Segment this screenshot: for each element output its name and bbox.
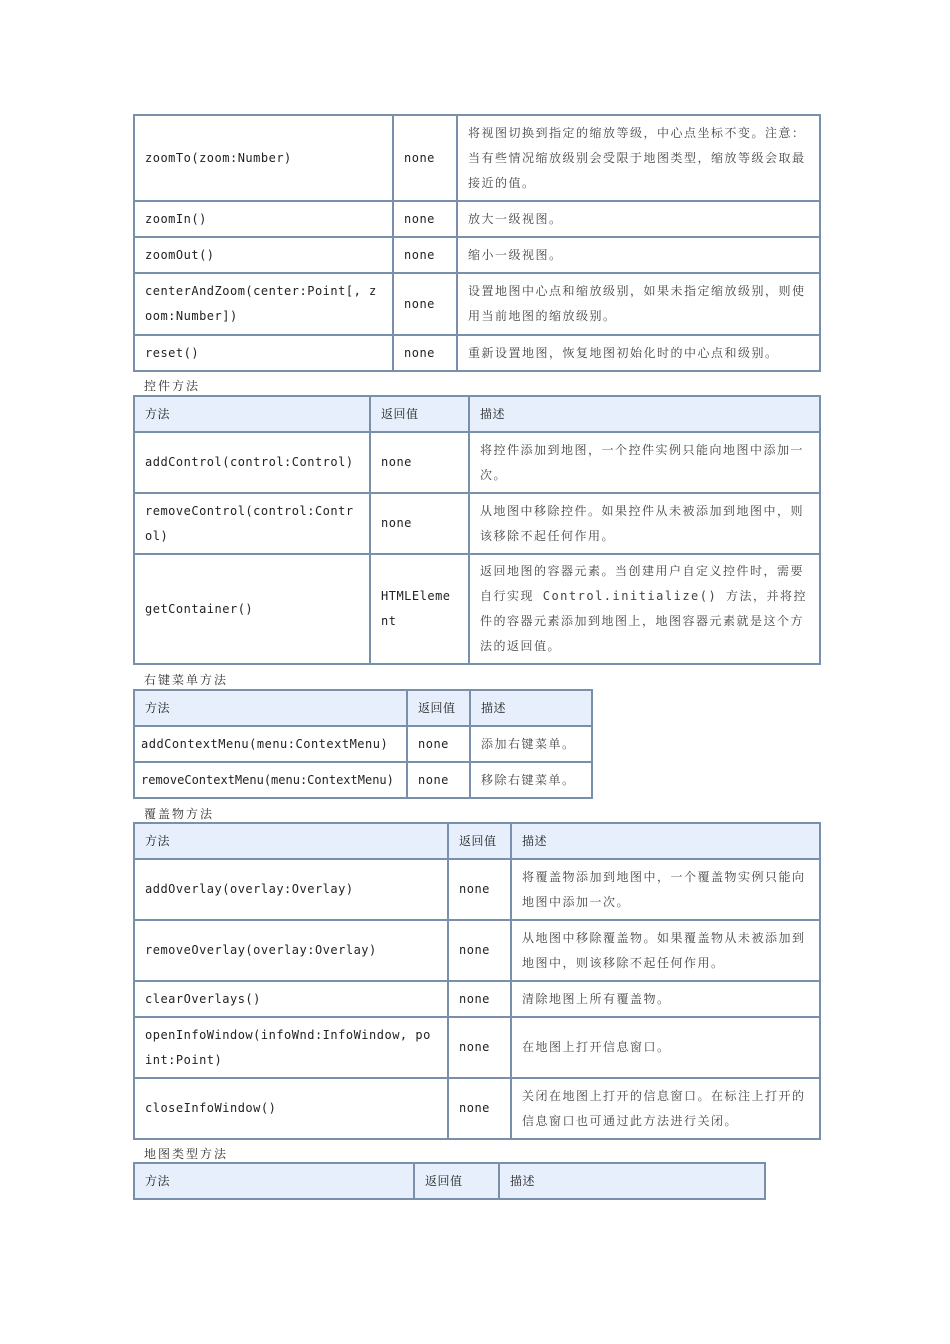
desc-cell: 从地图中移除控件。如果控件从未被添加到地图中，则该移除不起任何作用。 xyxy=(469,493,820,554)
return-cell: HTMLElement xyxy=(370,554,469,664)
table-row xyxy=(134,201,820,237)
desc-cell: 返回地图的容器元素。当创建用户自定义控件时，需要自行实现 Control.initialize() 方法，并将控件的容器元素添加到地图上，地图容器元素就是这个方法的返回值。 xyxy=(469,554,820,664)
method-cell: addContextMenu(menu:ContextMenu) xyxy=(134,726,407,762)
table-row xyxy=(134,237,820,273)
method-cell: zoomOut() xyxy=(134,237,393,273)
return-cell: none xyxy=(370,493,469,554)
method-cell: closeInfoWindow() xyxy=(134,1078,448,1139)
desc-cell: 清除地图上所有覆盖物。 xyxy=(511,981,820,1017)
desc-cell: 重新设置地图，恢复地图初始化时的中心点和级别。 xyxy=(457,335,820,371)
table-row xyxy=(134,115,820,201)
desc-cell: 在地图上打开信息窗口。 xyxy=(511,1017,820,1078)
method-cell: getContainer() xyxy=(134,554,370,664)
section-title-context-menu: 右键菜单方法 xyxy=(144,673,229,687)
table-row xyxy=(134,432,820,493)
table-row xyxy=(134,1078,820,1139)
return-cell: none xyxy=(393,273,457,335)
return-cell: none xyxy=(448,1078,511,1139)
method-cell: centerAndZoom(center:Point[, zoom:Number]) xyxy=(134,273,393,335)
return-cell: none xyxy=(393,115,457,201)
section-title-controls: 控件方法 xyxy=(144,379,201,393)
table-row xyxy=(134,981,820,1017)
table-row xyxy=(134,554,820,664)
map-type-methods-table xyxy=(133,1162,766,1200)
return-cell: none xyxy=(448,859,511,920)
method-cell: clearOverlays() xyxy=(134,981,448,1017)
desc-cell: 从地图中移除覆盖物。如果覆盖物从未被添加到地图中，则该移除不起任何作用。 xyxy=(511,920,820,981)
desc-cell: 将视图切换到指定的缩放等级，中心点坐标不变。注意：当有些情况缩放级别会受限于地图类型，缩放等级会取最接近的值。 xyxy=(457,115,820,201)
header-desc: 描述 xyxy=(470,690,592,726)
header-desc: 描述 xyxy=(499,1163,765,1199)
method-cell: removeContextMenu(menu:ContextMenu) xyxy=(134,762,407,798)
desc-cell: 将覆盖物添加到地图中，一个覆盖物实例只能向地图中添加一次。 xyxy=(511,859,820,920)
return-cell: none xyxy=(393,201,457,237)
header-desc: 描述 xyxy=(469,396,820,432)
header-return: 返回值 xyxy=(448,823,511,859)
table-row xyxy=(134,493,820,554)
table-row xyxy=(134,335,820,371)
return-cell: none xyxy=(370,432,469,493)
method-cell: zoomIn() xyxy=(134,201,393,237)
return-cell: none xyxy=(407,762,470,798)
header-return: 返回值 xyxy=(414,1163,499,1199)
return-cell: none xyxy=(393,335,457,371)
method-cell: zoomTo(zoom:Number) xyxy=(134,115,393,201)
table-row xyxy=(134,1017,820,1078)
method-cell: removeControl(control:Control) xyxy=(134,493,370,554)
section-title-map-types: 地图类型方法 xyxy=(144,1147,229,1161)
desc-cell: 关闭在地图上打开的信息窗口。在标注上打开的信息窗口也可通过此方法进行关闭。 xyxy=(511,1078,820,1139)
return-cell: none xyxy=(448,981,511,1017)
return-cell: none xyxy=(407,726,470,762)
header-method: 方法 xyxy=(134,1163,414,1199)
desc-cell: 设置地图中心点和缩放级别，如果未指定缩放级别，则使用当前地图的缩放级别。 xyxy=(457,273,820,335)
header-method: 方法 xyxy=(134,823,448,859)
desc-cell: 将控件添加到地图，一个控件实例只能向地图中添加一次。 xyxy=(469,432,820,493)
table-header-row xyxy=(134,823,820,859)
method-cell: removeOverlay(overlay:Overlay) xyxy=(134,920,448,981)
return-cell: none xyxy=(448,1017,511,1078)
table-row xyxy=(134,920,820,981)
method-cell: reset() xyxy=(134,335,393,371)
table-header-row xyxy=(134,1163,765,1199)
context-menu-methods-table xyxy=(133,689,593,799)
header-method: 方法 xyxy=(134,690,407,726)
method-cell: addOverlay(overlay:Overlay) xyxy=(134,859,448,920)
header-method: 方法 xyxy=(134,396,370,432)
method-cell: openInfoWindow(infoWnd:InfoWindow, point:Point) xyxy=(134,1017,448,1078)
table-row xyxy=(134,273,820,335)
desc-cell: 添加右键菜单。 xyxy=(470,726,592,762)
header-desc: 描述 xyxy=(511,823,820,859)
table-row xyxy=(134,726,592,762)
header-return: 返回值 xyxy=(407,690,470,726)
table-row xyxy=(134,762,592,798)
table-header-row xyxy=(134,396,820,432)
desc-cell: 缩小一级视图。 xyxy=(457,237,820,273)
table-row xyxy=(134,859,820,920)
overlay-methods-table xyxy=(133,822,821,1140)
desc-cell: 放大一级视图。 xyxy=(457,201,820,237)
desc-cell: 移除右键菜单。 xyxy=(470,762,592,798)
map-methods-table xyxy=(133,114,821,372)
return-cell: none xyxy=(393,237,457,273)
table-header-row xyxy=(134,690,592,726)
section-title-overlays: 覆盖物方法 xyxy=(144,807,215,821)
method-cell: addControl(control:Control) xyxy=(134,432,370,493)
control-methods-table xyxy=(133,395,821,665)
return-cell: none xyxy=(448,920,511,981)
header-return: 返回值 xyxy=(370,396,469,432)
